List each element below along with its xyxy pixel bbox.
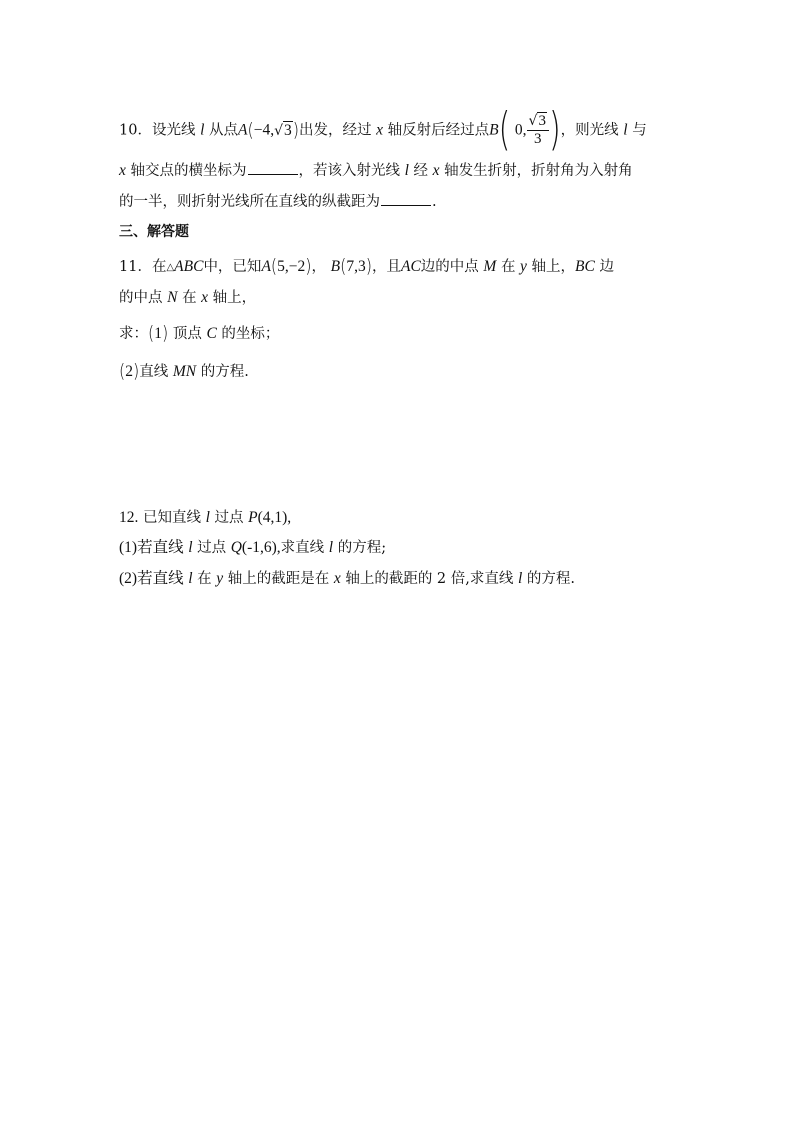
q12-part-1: (1)若直线 (119, 539, 184, 556)
q10-text: 经 (413, 163, 429, 179)
var-x: x (333, 570, 341, 587)
part-number-1: 1 (154, 325, 162, 342)
q11-text: 直线 (139, 364, 169, 380)
segment-ac: AC (400, 258, 421, 275)
var-x: x (201, 289, 209, 306)
var-y: y (520, 258, 527, 275)
fraction-denominator: 3 (533, 131, 542, 147)
answer-blank-1[interactable] (248, 160, 298, 175)
triangle-abc: ABC (174, 258, 204, 275)
q11-text: 轴上， (212, 290, 257, 306)
q12-text: 过点 (197, 540, 227, 556)
var-l: l (205, 509, 210, 526)
right-paren: ) (162, 321, 169, 344)
q10-text: ，若该入射光线 (298, 163, 400, 179)
var-l: l (200, 121, 205, 139)
var-x: x (376, 121, 383, 139)
q12-line-3 (119, 569, 575, 589)
q10-line-1 (119, 103, 647, 156)
q10-text: 轴交点的横坐标为 (130, 163, 247, 179)
point-n: N (167, 289, 178, 306)
part-number-2: 2 (125, 363, 133, 380)
point-q-coord: (-1,6), (241, 539, 281, 556)
q11-line-1 (119, 256, 614, 276)
q12-text: 过点 (214, 510, 244, 526)
var-l: l (328, 539, 334, 556)
answer-blank-2[interactable] (381, 191, 431, 206)
q11-text: ，且 (371, 259, 401, 275)
q11-line-4 (119, 361, 249, 381)
q11-text: 轴上， (531, 259, 576, 275)
triangle-icon: △ (166, 262, 175, 273)
point-b-label: B (489, 121, 499, 139)
q12-text: 求直线 (280, 540, 325, 556)
q11-text: 中，已知 (203, 259, 262, 275)
left-paren: ( (148, 321, 155, 344)
section-heading: 三、解答题 (119, 224, 189, 240)
left-big-paren: ( (498, 103, 511, 156)
var-l: l (188, 539, 193, 556)
q12-text: 轴上的截距是在 (227, 571, 330, 587)
q11-text: 在 (182, 290, 197, 306)
point-b-x: 0, (514, 121, 527, 139)
q10-number: 10． (119, 122, 152, 139)
left-paren: ( (247, 118, 254, 140)
q10-text: 轴反射后经过点 (387, 122, 490, 139)
segment-bc: BC (575, 258, 595, 275)
q12-text: 轴上的截距的 2 倍,求直线 (345, 571, 514, 587)
q10-text: 轴发生折射，折射角为入射角 (444, 163, 633, 179)
left-paren: ( (119, 359, 126, 382)
q11-text: 边的中点 (420, 259, 479, 275)
var-l: l (623, 121, 628, 139)
sqrt-radicand: 3 (538, 113, 546, 129)
q12-text: 的方程; (337, 540, 387, 556)
q11-text: 在 (500, 259, 516, 275)
sqrt-radicand: 3 (284, 121, 292, 139)
point-c: C (206, 325, 217, 342)
point-p: P (248, 509, 258, 526)
q11-text: 的方程. (200, 364, 249, 380)
q10-text: 的一半，则折射光线所在直线的纵截距为 (119, 194, 380, 210)
q12-line-2 (119, 538, 386, 558)
var-l: l (404, 162, 409, 179)
var-l: l (188, 570, 193, 587)
q11-text: 顶点 (172, 326, 202, 342)
q11-text: 求： (119, 326, 148, 342)
point-a-x: −4, (253, 121, 275, 139)
q12-text: 已知直线 (142, 510, 201, 526)
q10-text: ，则光线 (560, 122, 619, 139)
point-p-coord: (4,1), (257, 509, 292, 526)
var-x: x (432, 162, 440, 179)
q10-text: 与 (632, 122, 647, 139)
point-b-label: B (330, 258, 341, 275)
right-paren: ) (133, 359, 140, 382)
var-l: l (518, 570, 523, 587)
left-paren: ( (340, 254, 347, 277)
q11-text: 的坐标； (221, 326, 280, 342)
q10-text: 出发，经过 (299, 122, 372, 139)
q10-text: . (432, 194, 437, 210)
left-paren: ( (270, 254, 278, 277)
right-big-paren: ) (548, 103, 561, 156)
point-a-label: A (237, 121, 248, 139)
q10-text: 从点 (208, 122, 238, 139)
var-x: x (119, 162, 126, 179)
point-b-coord: 7,3 (346, 258, 366, 275)
q10-text: 设光线 (151, 122, 196, 139)
q11-line-3 (119, 323, 279, 343)
point-q: Q (230, 539, 242, 556)
q11-line-2 (119, 288, 256, 308)
fraction-sqrt3-over-3 (527, 113, 549, 148)
var-y: y (216, 570, 224, 587)
right-paren: ) (292, 118, 299, 140)
line-mn: MN (172, 363, 197, 380)
q11-text: 边 (599, 259, 614, 275)
q12-text: 在 (197, 571, 212, 587)
q12-line-1 (119, 508, 291, 528)
q12-part-2: (2)若直线 (119, 570, 184, 587)
sqrt-3: √3 (528, 113, 546, 129)
point-m: M (483, 258, 497, 275)
q11-number: 11．在 (119, 259, 167, 275)
sqrt-3: √3 (274, 121, 292, 139)
q10-line-2 (119, 160, 633, 180)
q12-number: 12. (119, 509, 139, 526)
q10-line-3 (119, 191, 437, 211)
q12-text: 的方程. (526, 571, 576, 587)
right-paren: ) (305, 254, 312, 277)
point-a-coord: 5,−2 (277, 258, 306, 275)
point-a-label: A (261, 258, 271, 275)
q11-text: ， (311, 259, 327, 275)
q11-text: 的中点 (119, 290, 163, 306)
right-paren: ) (365, 254, 372, 277)
